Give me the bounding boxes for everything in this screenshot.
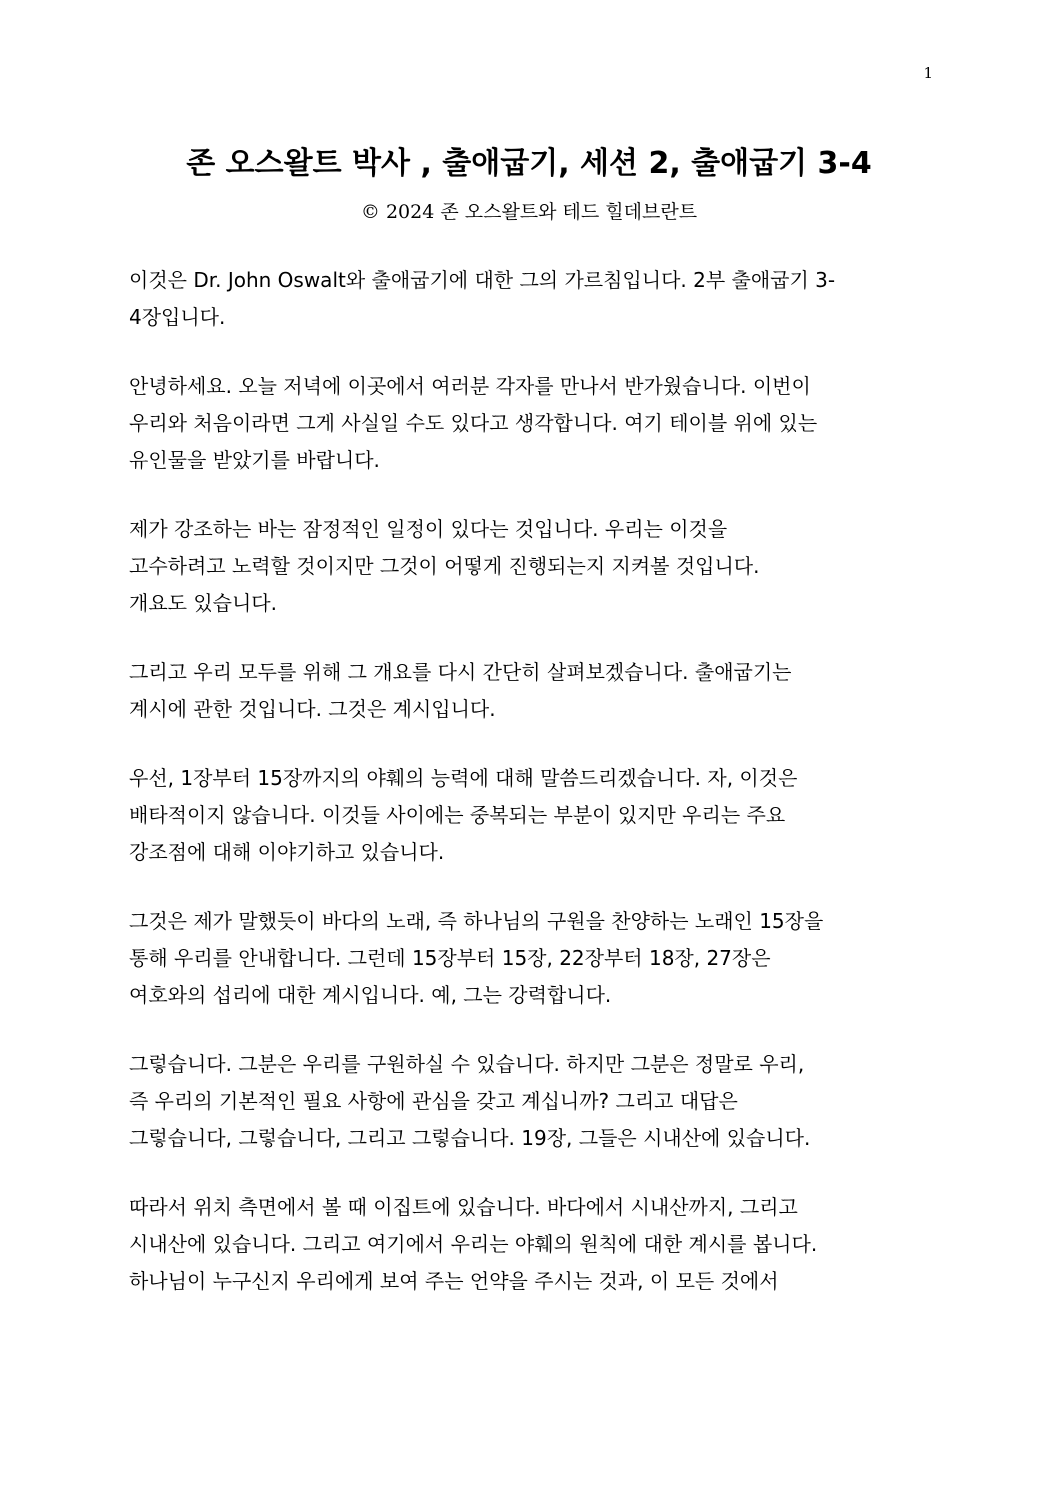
paragraph [129,262,929,336]
text-line: 안녕하세요. 오늘 저녁에 이곳에서 여러분 각자를 만나서 반가웠습니다. 이번이 [129,374,811,398]
text-line: 즉 우리의 기본적인 필요 사항에 관심을 갖고 계십니까? 그리고 대답은 [129,1089,738,1113]
document-title: 존 오스왈트 박사 , 출애굽기, 세션 2, 출애굽기 3-4 [186,146,872,181]
text-line: 계시에 관한 것입니다. 그것은 계시입니다. [129,697,496,721]
text-line: 개요도 있습니다. [129,591,277,615]
text-line: 따라서 위치 측면에서 볼 때 이집트에 있습니다. 바다에서 시내산까지, 그리고 [129,1195,798,1219]
paragraph [129,903,929,1014]
copyright-line: © 2024 존 오스왈트와 테드 힐데브란트 [360,201,698,223]
text-line: 고수하려고 노력할 것이지만 그것이 어떻게 진행되는지 지켜볼 것입니다. [129,554,760,578]
text-line: 우선, 1장부터 15장까지의 야훼의 능력에 대해 말씀드리겠습니다. 자, 이것은 [129,766,798,790]
text-line: 강조점에 대해 이야기하고 있습니다. [129,840,445,864]
text-line: 그렇습니다. 그분은 우리를 구원하실 수 있습니다. 하지만 그분은 정말로 우리, [129,1052,805,1076]
text-line: 4장입니다. [129,305,226,329]
text-line: 배타적이지 않습니다. 이것들 사이에는 중복되는 부분이 있지만 우리는 주요 [129,803,786,827]
paragraph [129,654,929,728]
text-line: 통해 우리를 안내합니다. 그런데 15장부터 15장, 22장부터 18장, 27장은 [129,946,771,970]
text-line: 그리고 우리 모두를 위해 그 개요를 다시 간단히 살펴보겠습니다. 출애굽기는 [129,660,792,684]
text-line: 하나님이 누구신지 우리에게 보여 주는 언약을 주시는 것과, 이 모든 것에서 [129,1269,779,1293]
page-number: 1 [923,64,933,82]
paragraph [129,1046,929,1157]
text-line: 우리와 처음이라면 그게 사실일 수도 있다고 생각합니다. 여기 테이블 위에 있는 [129,411,818,435]
text-line: 여호와의 섭리에 대한 계시입니다. 예, 그는 강력합니다. [129,983,612,1007]
text-line: 그렇습니다, 그렇습니다, 그리고 그렇습니다. 19장, 그들은 시내산에 있습니다. [129,1126,811,1150]
text-line: 유인물을 받았기를 바랍니다. [129,448,380,472]
paragraph [129,760,929,871]
body-text [129,262,929,1332]
text-line: 그것은 제가 말했듯이 바다의 노래, 즉 하나님의 구원을 찬양하는 노래인 15장을 [129,909,824,933]
text-line: 시내산에 있습니다. 그리고 여기에서 우리는 야훼의 원칙에 대한 계시를 봅니다. [129,1232,818,1256]
text-line: 제가 강조하는 바는 잠정적인 일정이 있다는 것입니다. 우리는 이것을 [129,517,728,541]
text-line: 이것은 Dr. John Oswalt와 출애굽기에 대한 그의 가르침입니다. 2부 출애굽기 3- [129,268,836,292]
paragraph [129,1189,929,1300]
paragraph [129,511,929,622]
paragraph [129,368,929,479]
